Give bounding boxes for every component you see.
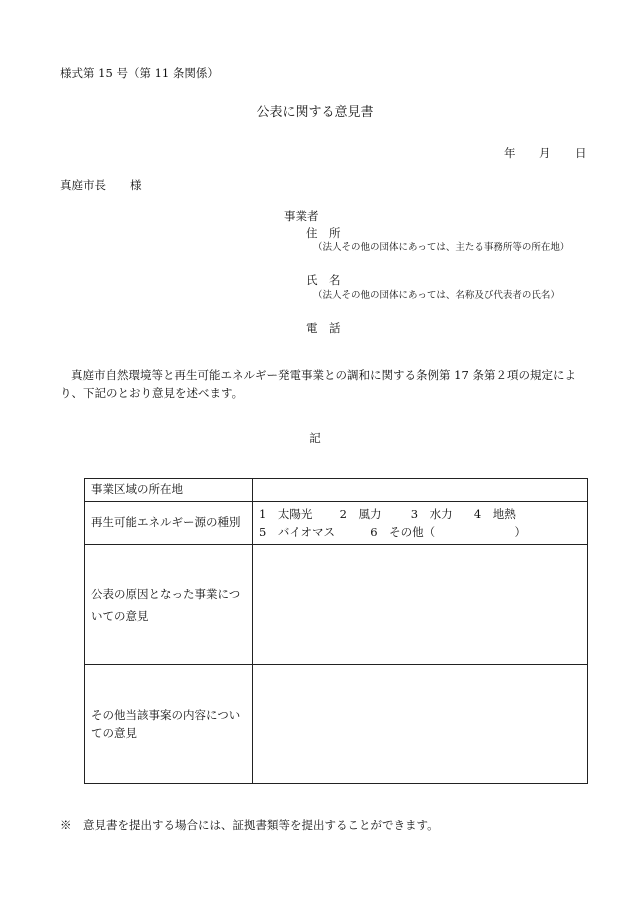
address-note: （法人その他の団体にあっては、主たる事務所等の所在地）: [313, 242, 570, 253]
other-opinion-cell[interactable]: [253, 665, 588, 784]
table-row: [85, 502, 588, 545]
address-label: 住 所: [306, 226, 341, 240]
document-title: 公表に関する意見書: [256, 105, 374, 120]
addressee-name: 真庭市長: [60, 178, 106, 192]
applicant-heading: 事業者: [284, 209, 319, 223]
opinion-on-business-cell[interactable]: [253, 545, 588, 665]
name-note: （法人その他の団体にあっては、名称及び代表者の氏名）: [313, 290, 560, 301]
footnote: ※ 意見書を提出する場合には、証拠書類等を提出することができます。: [60, 818, 439, 832]
table-row: [85, 665, 588, 784]
location-label: 事業区域の所在地: [85, 479, 253, 502]
opinion-on-business-label: 公表の原因となった事業についての意見: [85, 545, 253, 665]
name-label: 氏 名: [306, 273, 341, 287]
other-opinion-label: その他当該事案の内容についての意見: [85, 665, 253, 784]
form-number: 様式第 15 号（第 11 条関係）: [60, 66, 219, 80]
ki-heading: 記: [309, 431, 321, 445]
date-day: 日: [575, 146, 587, 160]
energy-type-options[interactable]: [253, 502, 588, 545]
addressee-honorific: 様: [130, 178, 142, 192]
energy-type-label: 再生可能エネルギー源の種別: [85, 502, 253, 545]
option-solar[interactable]: 1 太陽光: [259, 507, 313, 521]
option-biomass[interactable]: 5 バイオマス: [259, 525, 335, 539]
option-geothermal[interactable]: 4 地熱: [473, 507, 516, 521]
body-paragraph: 真庭市自然環境等と再生可能エネルギー発電事業との調和に関する条例第 17 条第２項の規定により、下記のとおり意見を述べます。: [60, 368, 576, 400]
opinion-form-table: [84, 478, 588, 784]
option-other[interactable]: 6 その他（: [370, 525, 436, 539]
option-other-close: ）: [514, 525, 526, 539]
location-value-cell[interactable]: [253, 479, 588, 502]
date-year: 年: [504, 146, 516, 160]
option-hydro[interactable]: 3 水力: [410, 507, 453, 521]
phone-label: 電 話: [306, 321, 341, 335]
table-row: [85, 479, 588, 502]
date-month: 月: [539, 146, 551, 160]
table-row: [85, 545, 588, 665]
option-wind[interactable]: 2 風力: [339, 507, 382, 521]
